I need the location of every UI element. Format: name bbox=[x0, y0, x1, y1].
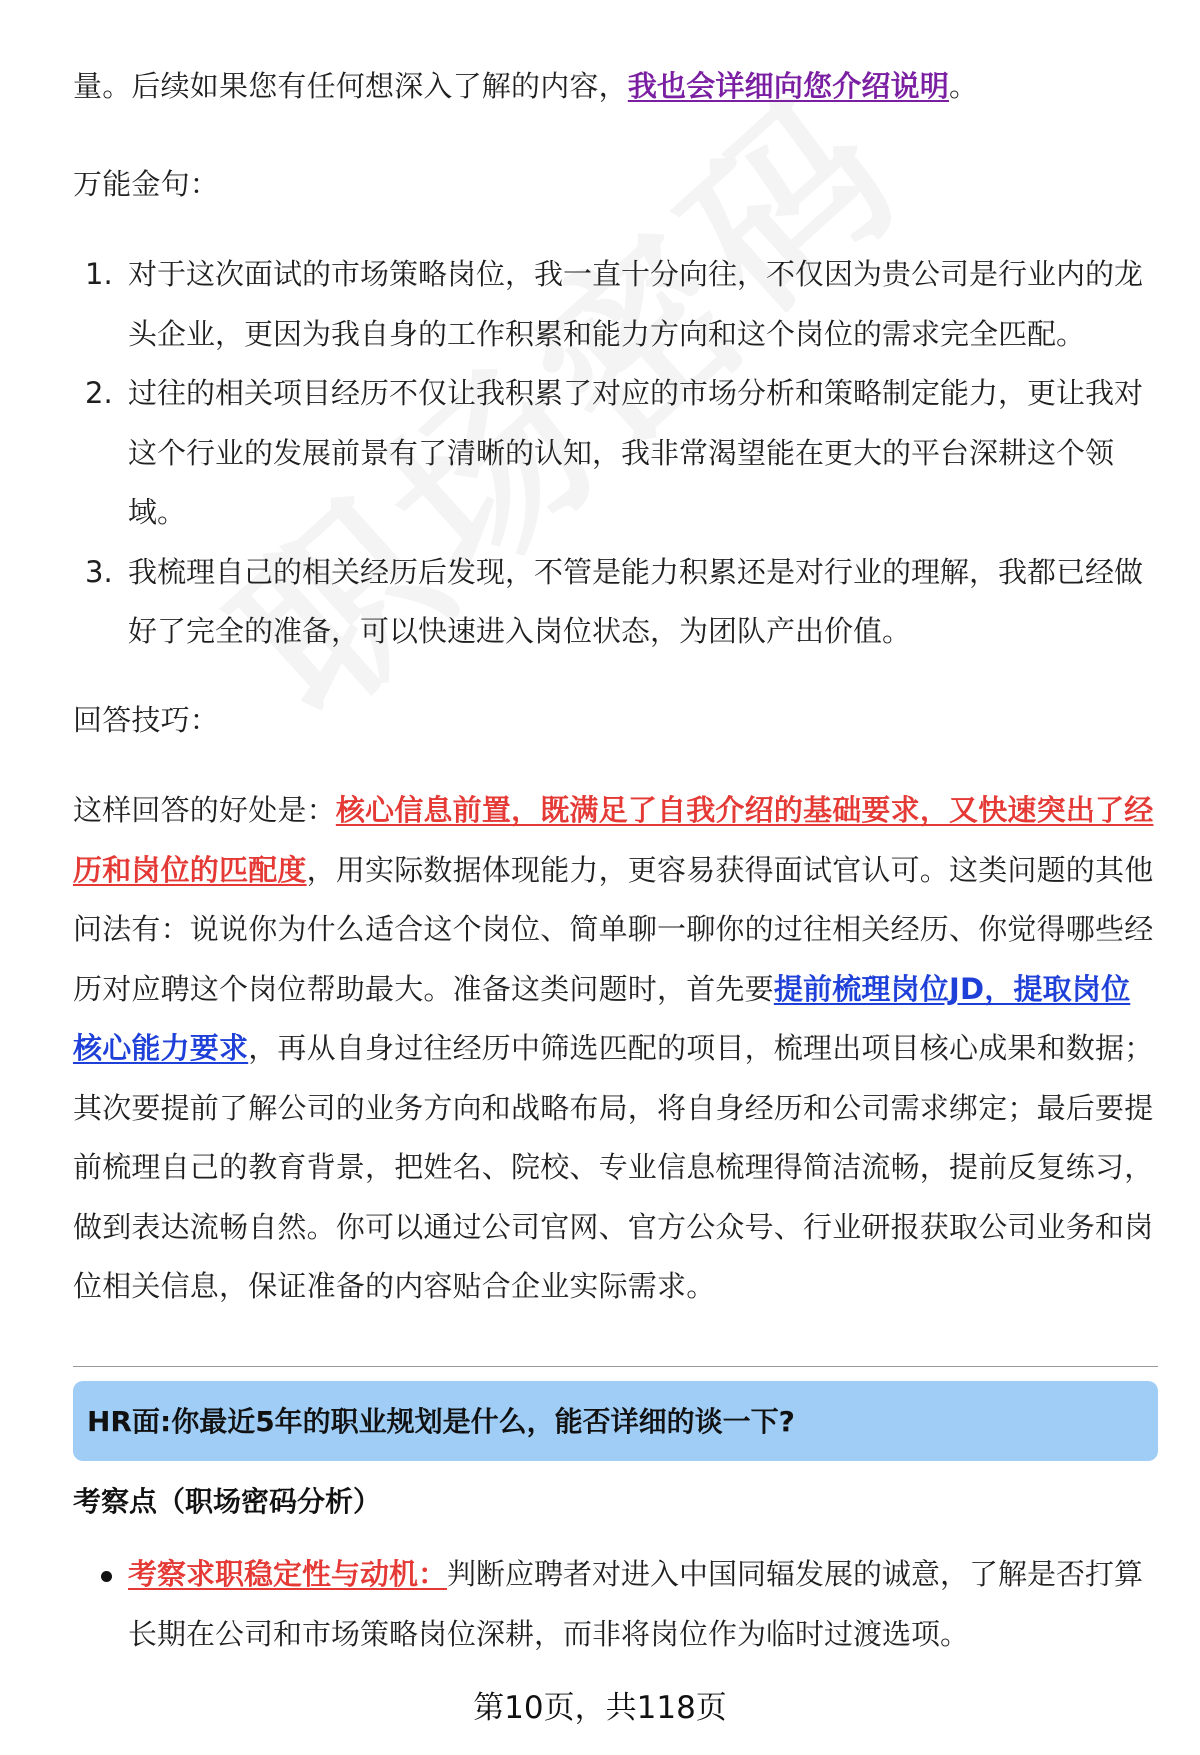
tips-paragraph bbox=[73, 781, 1158, 1317]
list-item bbox=[73, 543, 1158, 662]
tips-text-1: 这样回答的好处是： bbox=[73, 793, 336, 827]
purple-highlight: 我也会详细向您介绍说明 bbox=[627, 69, 950, 103]
golden-sentences-list bbox=[73, 245, 1158, 662]
page-footer: 第10页，共118页 bbox=[473, 1690, 727, 1726]
question-box bbox=[73, 1381, 1158, 1461]
list-item-text: 我梳理自己的相关经历后发现，不管是能力积累还是对行业的理解，我都已经做好了完全的准备，可以快速进入岗位状态，为团队产出价值。 bbox=[128, 554, 1144, 648]
blue-highlight: 提前梳理岗位JD，提取岗位核心能力要求 bbox=[73, 971, 1131, 1065]
section-divider bbox=[73, 1366, 1158, 1367]
bullet-text bbox=[73, 1545, 1158, 1664]
list-item-text: 对于这次面试的市场策略岗位，我一直十分向往，不仅因为贵公司是行业内的龙头企业，更因为我自身的工作积累和能力方向和这个岗位的需求完全匹配。 bbox=[128, 257, 1144, 351]
examine-heading: 考察点（职场密码分析） bbox=[73, 1485, 382, 1518]
red-highlight: 核心信息前置，既满足了自我介绍的基础要求，又快速突出了经历和岗位的匹配度 bbox=[73, 793, 1154, 887]
list-number: 1. bbox=[85, 257, 113, 291]
top-paragraph-end: 。 bbox=[949, 69, 979, 103]
bullet-red-label: 考察求职稳定性与动机： bbox=[128, 1557, 448, 1591]
list-number: 3. bbox=[85, 554, 113, 589]
tips-text-3: ，再从自身过往经历中筛选匹配的项目，梳理出项目核心成果和数据；其次要提前了解公司的业务方向和战略布局，将自身经历和公司需求绑定；最后要提前梳理自己的教育背景，把姓名、院校、专业信息梳理得简洁流畅，提前反复练习，做到表达流畅自然。你可以通过公司官网、官方公众号、行业研报获取公司业务和岗位相关信息，保证准备的内容贴合企业实际需求。 bbox=[73, 1031, 1154, 1303]
list-item bbox=[73, 245, 1158, 364]
top-paragraph-text: 量。后续如果您有任何想深入了解的内容， bbox=[73, 69, 628, 103]
top-paragraph bbox=[73, 57, 1158, 117]
bullet-body: 判断应聘者对进入中国同辐发展的诚意，了解是否打算长期在公司和市场策略岗位深耕，而非将岗位作为临时过渡选项。 bbox=[128, 1557, 1144, 1651]
question-title: HR面:你最近5年的职业规划是什么，能否详细的谈一下? bbox=[87, 1405, 795, 1438]
tips-heading: 回答技巧： bbox=[73, 703, 220, 737]
list-item-text: 过往的相关项目经历不仅让我积累了对应的市场分析和策略制定能力，更让我对这个行业的发展前景有了清晰的认知，我非常渴望能在更大的平台深耕这个领域。 bbox=[128, 376, 1144, 529]
golden-sentences-heading: 万能金句： bbox=[73, 167, 220, 201]
list-item bbox=[73, 364, 1158, 543]
list-number: 2. bbox=[85, 376, 113, 410]
examine-bullet bbox=[73, 1545, 1158, 1664]
tips-text-2: ，用实际数据体现能力，更容易获得面试官认可。这类问题的其他问法有：说说你为什么适合这个岗位、简单聊一聊你的过往相关经历、你觉得哪些经历对应聘这个岗位帮助最大。准备这类问题时，首先要 bbox=[73, 852, 1154, 1006]
bullet-dot-icon bbox=[101, 1571, 112, 1582]
